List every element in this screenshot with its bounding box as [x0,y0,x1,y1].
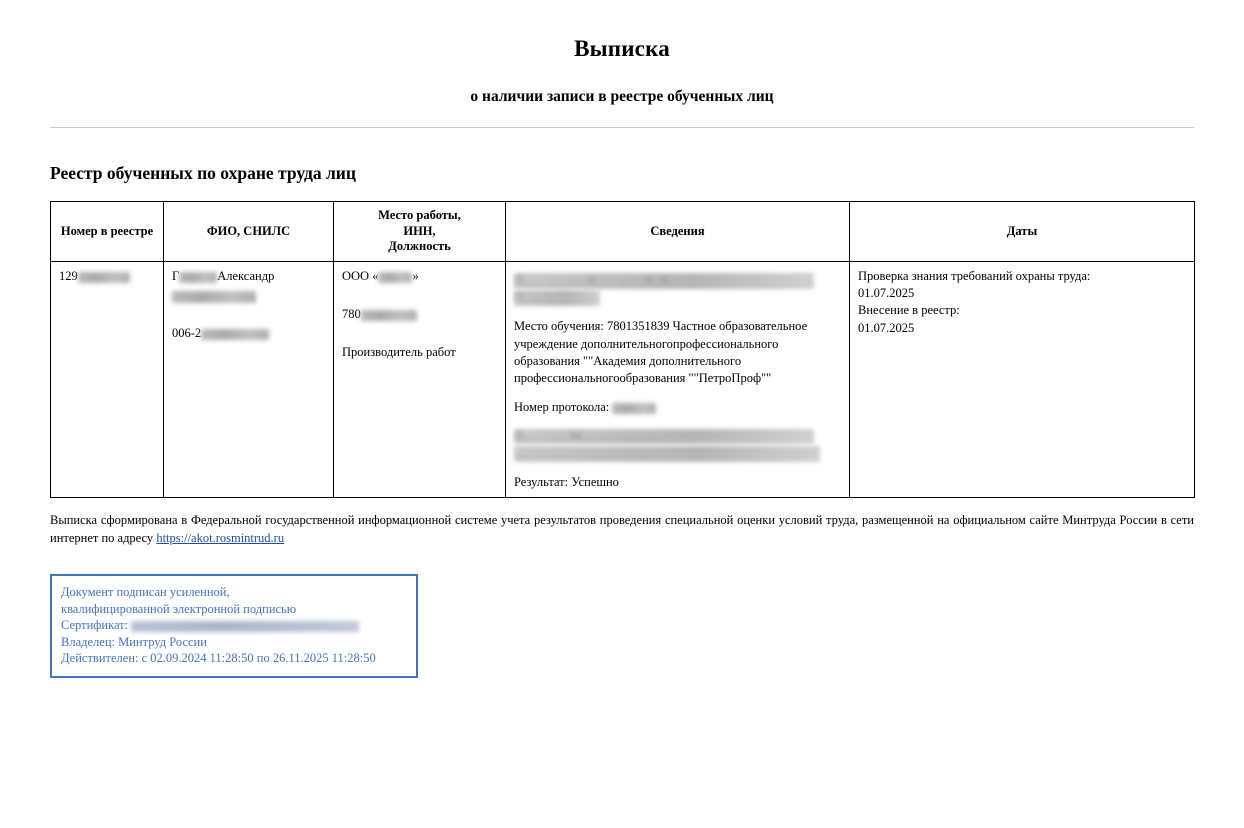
person-snils-prefix: 006-2 [172,326,202,341]
column-header-details: Сведения [506,202,850,262]
akot-rosmintrud-link[interactable]: https://akot.rosmintrud.ru [156,531,285,546]
dates-register-value: 01.07.2025 [858,320,915,335]
cell-workplace [334,261,506,498]
signature-line-2: квалифицированной электронной подписью [61,601,297,616]
signature-cert-line [61,617,407,634]
header-divider [50,127,1194,128]
details-blurred-block-2: ...... .... ...... ... ...... ... ..... .... [514,446,820,462]
person-name-prefix: Г [172,268,180,283]
footnote-text: Выписка сформирована в Федеральной государственной информационной системе учета результатов проведения специальной оценки условий труда, размещенной на официальном сайте Минтруда России в сети интернет по адресу [50,513,1194,546]
workplace-inn-redaction [361,310,417,321]
person-snils-line [172,325,325,342]
table-header-row [51,202,1195,262]
registry-number-redaction [78,272,130,283]
column-header-workplace [334,202,506,262]
column-header-dates: Даты [850,202,1195,262]
dates-check-label: Проверка знания требований охраны труда: [858,268,1091,283]
details-protocol-line [514,399,841,416]
details-protocol-redaction [612,403,656,414]
details-result: Результат: Успешно [514,475,619,490]
workplace-org-line [342,268,497,285]
cell-registry-number [51,261,164,498]
person-patronymic-line [172,288,325,305]
registry-table [50,201,1195,498]
person-patronymic-redaction [172,291,256,303]
document-page [0,36,1244,828]
section-title: Реестр обученных по охране труда лиц [50,163,356,183]
details-training-place: Место обучения: 7801351839 Частное образовательное учреждение дополнительногопрофессионального образования ""Академия дополнительного профессиональногообразования ""ПетроПроф"" [514,319,808,386]
column-header-workplace-line3: Должность [388,239,451,254]
signature-cert-label: Сертификат: [61,618,129,633]
column-header-person: ФИО, СНИЛС [164,202,334,262]
cell-details [506,261,850,498]
person-snils-redaction [201,329,269,340]
person-name-line [172,268,325,285]
details-protocol-label: Номер протокола: [514,400,610,415]
signature-cert-redaction [131,621,359,632]
column-header-number: Номер в реестре [51,202,164,262]
person-surname-redaction [179,272,217,283]
workplace-inn-prefix: 780 [342,307,361,322]
page-title: Выписка [574,36,670,61]
signature-line-1: Документ подписан усиленной, [61,584,230,599]
person-given-name: Александр [217,268,275,283]
signature-valid-line: Действителен: с 02.09.2024 11:28:50 по 26.11.2025 11:28:50 [61,651,376,666]
dates-check-value: 01.07.2025 [858,286,915,301]
details-blurred-line-2: О...... ... [514,290,600,306]
page-subtitle: о наличии записи в реестре обученных лиц [470,88,774,105]
details-blurred-line-1: П...... ...... .......й ..... ... .. ..б...б.. . [514,273,814,289]
signature-stamp [50,574,418,678]
workplace-org-prefix: ООО « [342,268,379,283]
column-header-workplace-line2: ИНН, [403,223,436,238]
cell-person [164,261,334,498]
details-blurred-block-1: П...... ....... М.... ..... ...... ... .. [514,429,814,445]
column-header-workplace-line1: Место работы, [378,208,461,222]
cell-dates [850,261,1195,498]
registry-number-prefix: 129 [59,268,78,283]
workplace-position-line: Производитель работ [342,345,456,360]
workplace-org-suffix: » [412,268,419,283]
dates-register-label: Внесение в реестр: [858,303,960,318]
workplace-inn-line [342,306,497,323]
table-row [51,261,1195,498]
footnote [50,512,1194,548]
signature-owner-line: Владелец: Минтруд России [61,634,207,649]
workplace-org-redaction [378,272,412,283]
